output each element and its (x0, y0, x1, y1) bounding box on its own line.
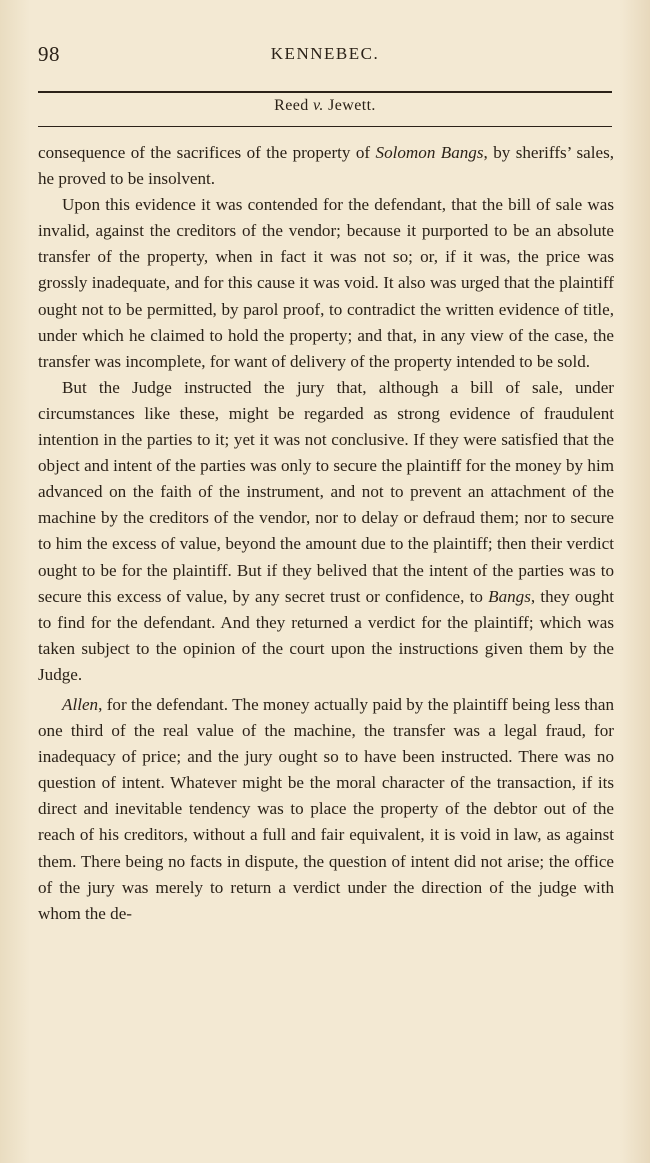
text-segment: consequence of the sacrifices of the property of (38, 143, 376, 162)
case-defendant: Jewett. (328, 97, 376, 114)
header-rule-top (38, 91, 612, 93)
header-rule-bottom (38, 126, 612, 127)
body-text (38, 140, 614, 927)
italic-text: Bangs (488, 586, 531, 606)
paragraph-3 (38, 375, 614, 688)
case-plaintiff: Reed (274, 97, 309, 114)
italic-text: Allen (62, 694, 99, 714)
page-number: 98 (38, 42, 60, 66)
text-segment: , by sheriffs’ sales, he proved to be insolvent. (38, 143, 614, 189)
text-segment: , for the defendant. The money actually paid by the plaintiff being less than one third of the real value of the machine, the transfer was a legal fraud, for inadequacy of price; and the jury ought so to have been instructed. There was no question of intent. Whatever might be the moral character of the transaction, if its direct and inevitable tendency was to place the property of the debtor out of the reach of his creditors, without a full and fair equivalent, it is void in law, as against them. There being no facts in dispute, the question of intent did not arise; the office of the jury was merely to return a verdict under the direction of the judge with whom the de- (38, 694, 614, 923)
text-segment: But the Judge instructed the jury that, although a bill of sale, under circumstances like these, might be regarded as strong evidence of fraudulent intention in the parties to it; yet it was not conclusive. If they were satisfied that the object and intent of the parties was only to secure the plaintiff for the money by him advanced on the faith of the instrument, and not to prevent an attachment of the machine by the creditors of the vendor, nor to delay or defraud them; nor to secure to him the excess of value, beyond the amount due to the plaintiff; then their verdict ought to be for the plaintiff. But if they belived that the intent of the parties was to secure this excess of value, by any secret trust or confidence, to (38, 377, 614, 606)
case-title (38, 97, 612, 115)
text-segment: , they ought to find for the defendant. And they returned a verdict for the plaintiff; which was taken subject to the opinion of the court upon the instructions given them by the Judge. (38, 586, 614, 684)
case-versus: v. (313, 97, 324, 114)
running-head: KENNEBEC. (270, 44, 380, 63)
paragraph-1 (38, 140, 614, 192)
paragraph-4 (38, 692, 614, 927)
paragraph-2 (38, 192, 614, 375)
italic-text: Solomon Bangs (375, 143, 484, 162)
text-segment: Upon this evidence it was contended for the defendant, that the bill of sale was invalid, against the creditors of the vendor; because it purported to be an absolute transfer of the property, when in fact it was not so; or, if it was, the price was grossly inadequate, and for this cause it was void. It also was urged that the plaintiff ought not to be permitted, by parol proof, to contradict the written evidence of title, under which he claimed to hold the property; and that, in any view of the case, the transfer was incomplete, for want of delivery of the property intended to be sold. (38, 195, 614, 371)
page-header (38, 38, 612, 68)
